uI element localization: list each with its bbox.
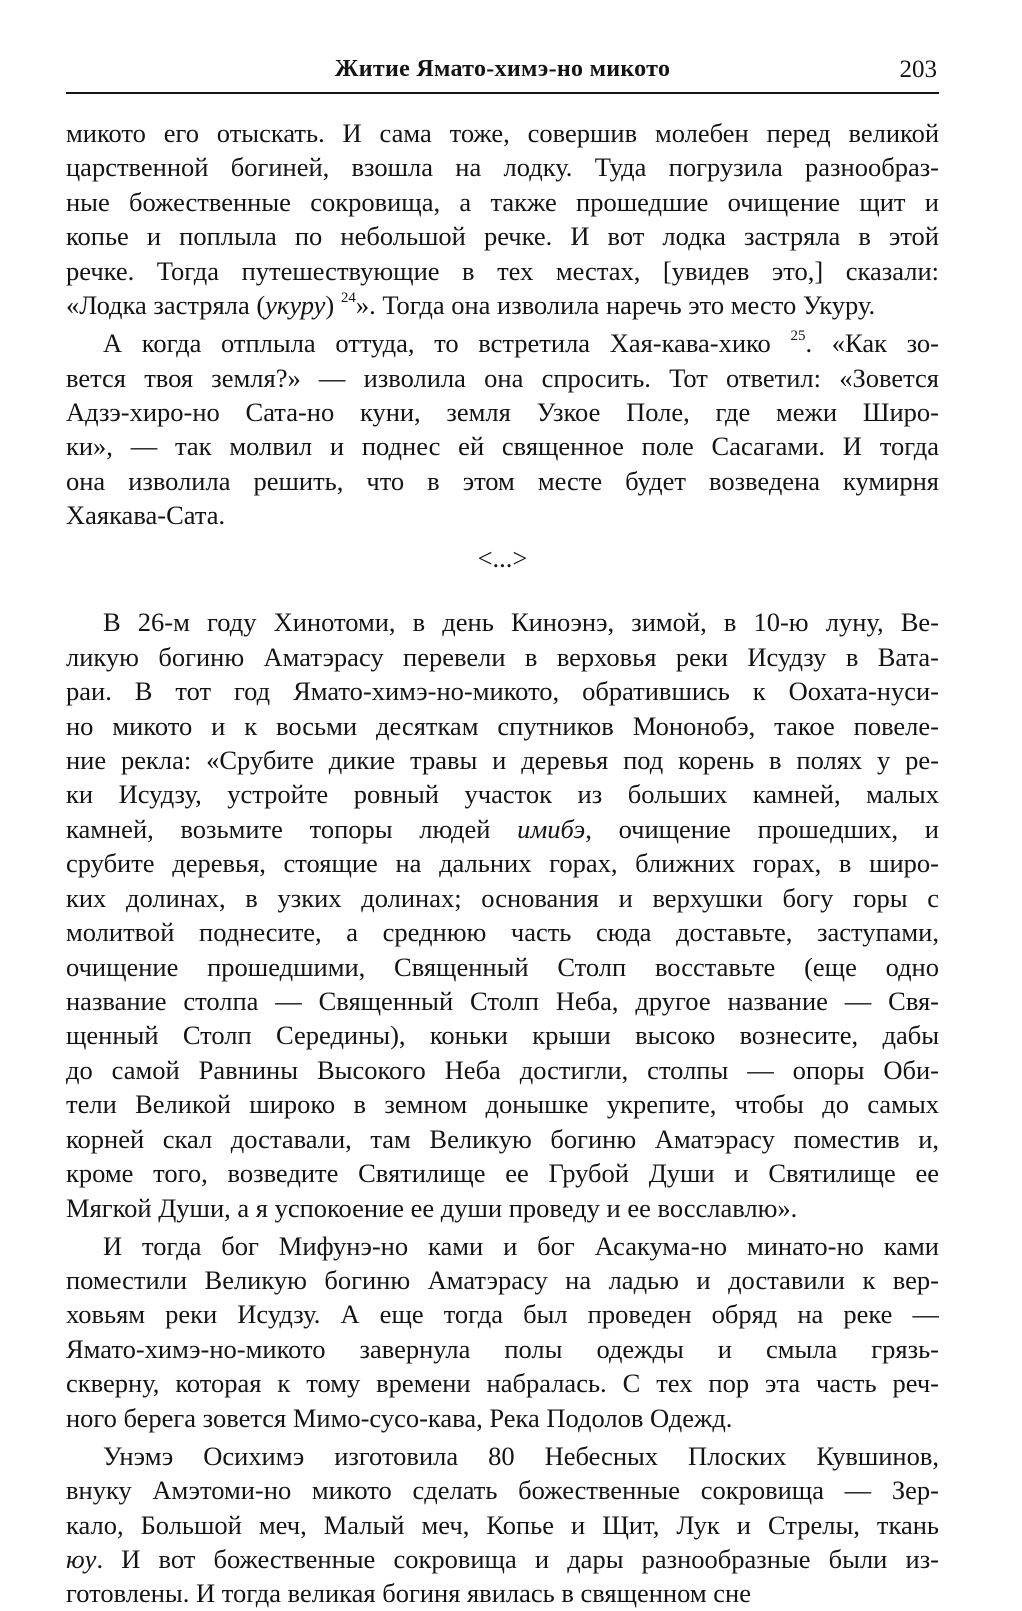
text-segment: , очищение прошедших, и [585,813,939,844]
text-line [66,812,939,846]
text-segment: А когда отплыла оттуда, то встретила Хая-кава-хико [103,328,791,359]
text-segment: Унэмэ Осихимэ изготовила 80 Небесных Плоских Кувшинов, [103,1440,939,1471]
text-line [66,950,939,984]
text-segment: камней, возьмите топоры людей [66,813,518,844]
text-segment: ». Тогда она изволила наречь это место Укуру. [355,290,876,321]
text-line [66,640,939,674]
text-line [66,116,939,150]
text-segment: очищение прошедшими, Священный Столп восставьте (еще одно [66,951,939,982]
italic-term: юу [66,1544,97,1574]
text-segment: ки Исудзу, устройте ровный участок из больших камней, малых [66,779,939,810]
text-line [66,674,939,708]
text-line [66,1018,939,1052]
text-segment: она изволила решить, что в этом месте будет возведена кумирня [66,465,939,496]
text-segment: ) [325,290,341,321]
text-segment: Ямато-химэ-но-микото завернула полы одежды и смыла грязь- [66,1333,939,1364]
text-segment: ные божественные сокровища, а также прошедшие очищение щит и [66,186,939,217]
running-title: Житие Ямато-химэ-но микото [334,56,671,82]
paragraph [66,1229,939,1436]
italic-term: имибэ [517,813,586,844]
text-line [66,1191,939,1225]
text-line [66,984,939,1018]
text-line [66,605,939,639]
text-segment: речке. Тогда путешествующие в тех местах, [увидев это,] сказали: [66,255,939,286]
text-line [66,185,939,219]
text-segment: ного берега зовется Мимо-сусо-кава, Река Подолов Одежд. [66,1402,733,1433]
text-segment: . И вот божественные сокровища и дары разнообразные были из- [96,1544,939,1574]
text-segment: название столпа — Священный Столп Неба, другое название — Свя- [66,986,939,1016]
paragraph [66,1439,939,1611]
text-segment: ки», — так молвил и поднес ей священное поле Сасагами. И тогда [66,431,939,462]
text-line [66,1401,939,1435]
text-segment: Адзэ-хиро-но Сата-но куни, земля Узкое Поле, где межи Широ- [66,397,939,427]
text-segment: царственной богиней, взошла на лодку. Туда погрузила разнообраз- [66,152,939,183]
text-segment: «Лодка застряла ( [66,290,266,321]
text-segment: микото его отыскать. И сама тоже, совершив молебен перед великой [66,118,939,148]
text-segment: тели Великой широко в земном донышке укрепите, чтобы до самых [66,1089,939,1120]
text-segment: Мягкой Души, а я успокоение ее души проведу и ее восславлю». [66,1192,798,1223]
text-segment: ких долинах, в узких долинах; основания и верхушки богу горы с [66,882,939,913]
text-line [66,498,939,532]
section-separator: <...> [477,542,528,573]
text-line [66,1439,939,1473]
body-text [66,116,939,1611]
text-segment: раи. В тот год Ямато-химэ-но-микото, обратившись к Оохата-нуси- [66,676,939,707]
text-line [66,709,939,743]
text-segment: внуку Амэтоми-но микото сделать божественные сокровища — Зер- [66,1475,939,1506]
text-line [66,1229,939,1263]
text-line [66,1332,939,1366]
text-line [66,150,939,184]
text-line [66,464,939,498]
text-line [66,1576,939,1610]
paragraph [66,116,939,323]
text-line [66,915,939,949]
text-line [66,254,939,288]
text-segment: И тогда бог Мифунэ-но ками и бог Асакума-но минато-но ками [103,1230,939,1261]
text-segment: срубите деревья, стоящие на дальних горах, ближних горах, в широ- [66,848,939,879]
text-segment: скверну, которая к тому времени набралась. С тех пор эта часть реч- [66,1368,939,1399]
text-segment: но микото и к восьми десяткам спутников Мононобэ, такое повеле- [66,710,939,741]
footnote-reference: 24 [340,290,356,307]
text-line [66,1542,939,1576]
text-line [66,1122,939,1156]
text-line [66,1263,939,1297]
text-line [66,326,939,360]
text-segment: кроме того, возведите Святилище ее Грубой Души и Святилище ее [66,1158,939,1189]
text-segment: ховьям реки Исудзу. А еще тогда был проведен обряд на реке — [66,1299,939,1330]
text-line [66,846,939,880]
text-line [66,1473,939,1507]
text-segment: готовлены. И тогда великая богиня явилась в священном сне [66,1578,751,1609]
text-segment: вется твоя земля?» — изволила она спросить. Тот ответил: «Зовется [66,362,939,393]
text-segment: кало, Большой меч, Малый меч, Копье и Щит, Лук и Стрелы, ткань [66,1509,939,1540]
footnote-reference: 25 [790,328,806,345]
text-line [66,361,939,395]
text-line [66,1156,939,1190]
text-segment: копье и поплыла по небольшой речке. И вот лодка застряла в этой [66,221,939,252]
text-line [66,429,939,463]
text-line [66,1297,939,1331]
text-line [66,1366,939,1400]
text-segment: щенный Столп Середины), коньки крыши высоко вознесите, дабы [66,1020,939,1051]
text-segment: ние рекла: «Срубите дикие травы и деревья под корень в полях у ре- [66,744,939,775]
text-segment: Хаякава-Сата. [66,500,226,531]
text-segment: корней скал доставали, там Великую богиню Аматэрасу поместив и, [66,1123,939,1154]
paragraph [66,605,939,1225]
text-line [66,1508,939,1542]
text-line [66,881,939,915]
text-segment: поместили Великую богиню Аматэрасу на ладью и доставили к вер- [66,1265,939,1295]
text-line [66,219,939,253]
text-segment: молитвой поднесите, а среднюю часть сюда доставьте, заступами, [66,917,939,948]
page-number: 203 [899,56,937,83]
text-segment: В 26-м году Хинотоми, в день Киноэнэ, зимой, в 10-ю луну, Ве- [103,607,939,638]
italic-term: укуру [265,290,326,321]
text-segment: до самой Равнины Высокого Неба достигли, столпы — опоры Оби- [66,1054,939,1085]
text-line [66,1053,939,1087]
text-line [66,288,939,322]
text-line [66,743,939,777]
paragraph [66,326,939,533]
text-line [66,1087,939,1121]
text-segment: . «Как зо- [805,328,939,359]
running-header [66,56,939,94]
text-line [66,395,939,429]
text-line [66,777,939,811]
text-segment: ликую богиню Аматэрасу перевели в верховья реки Исудзу в Вата- [66,641,939,672]
